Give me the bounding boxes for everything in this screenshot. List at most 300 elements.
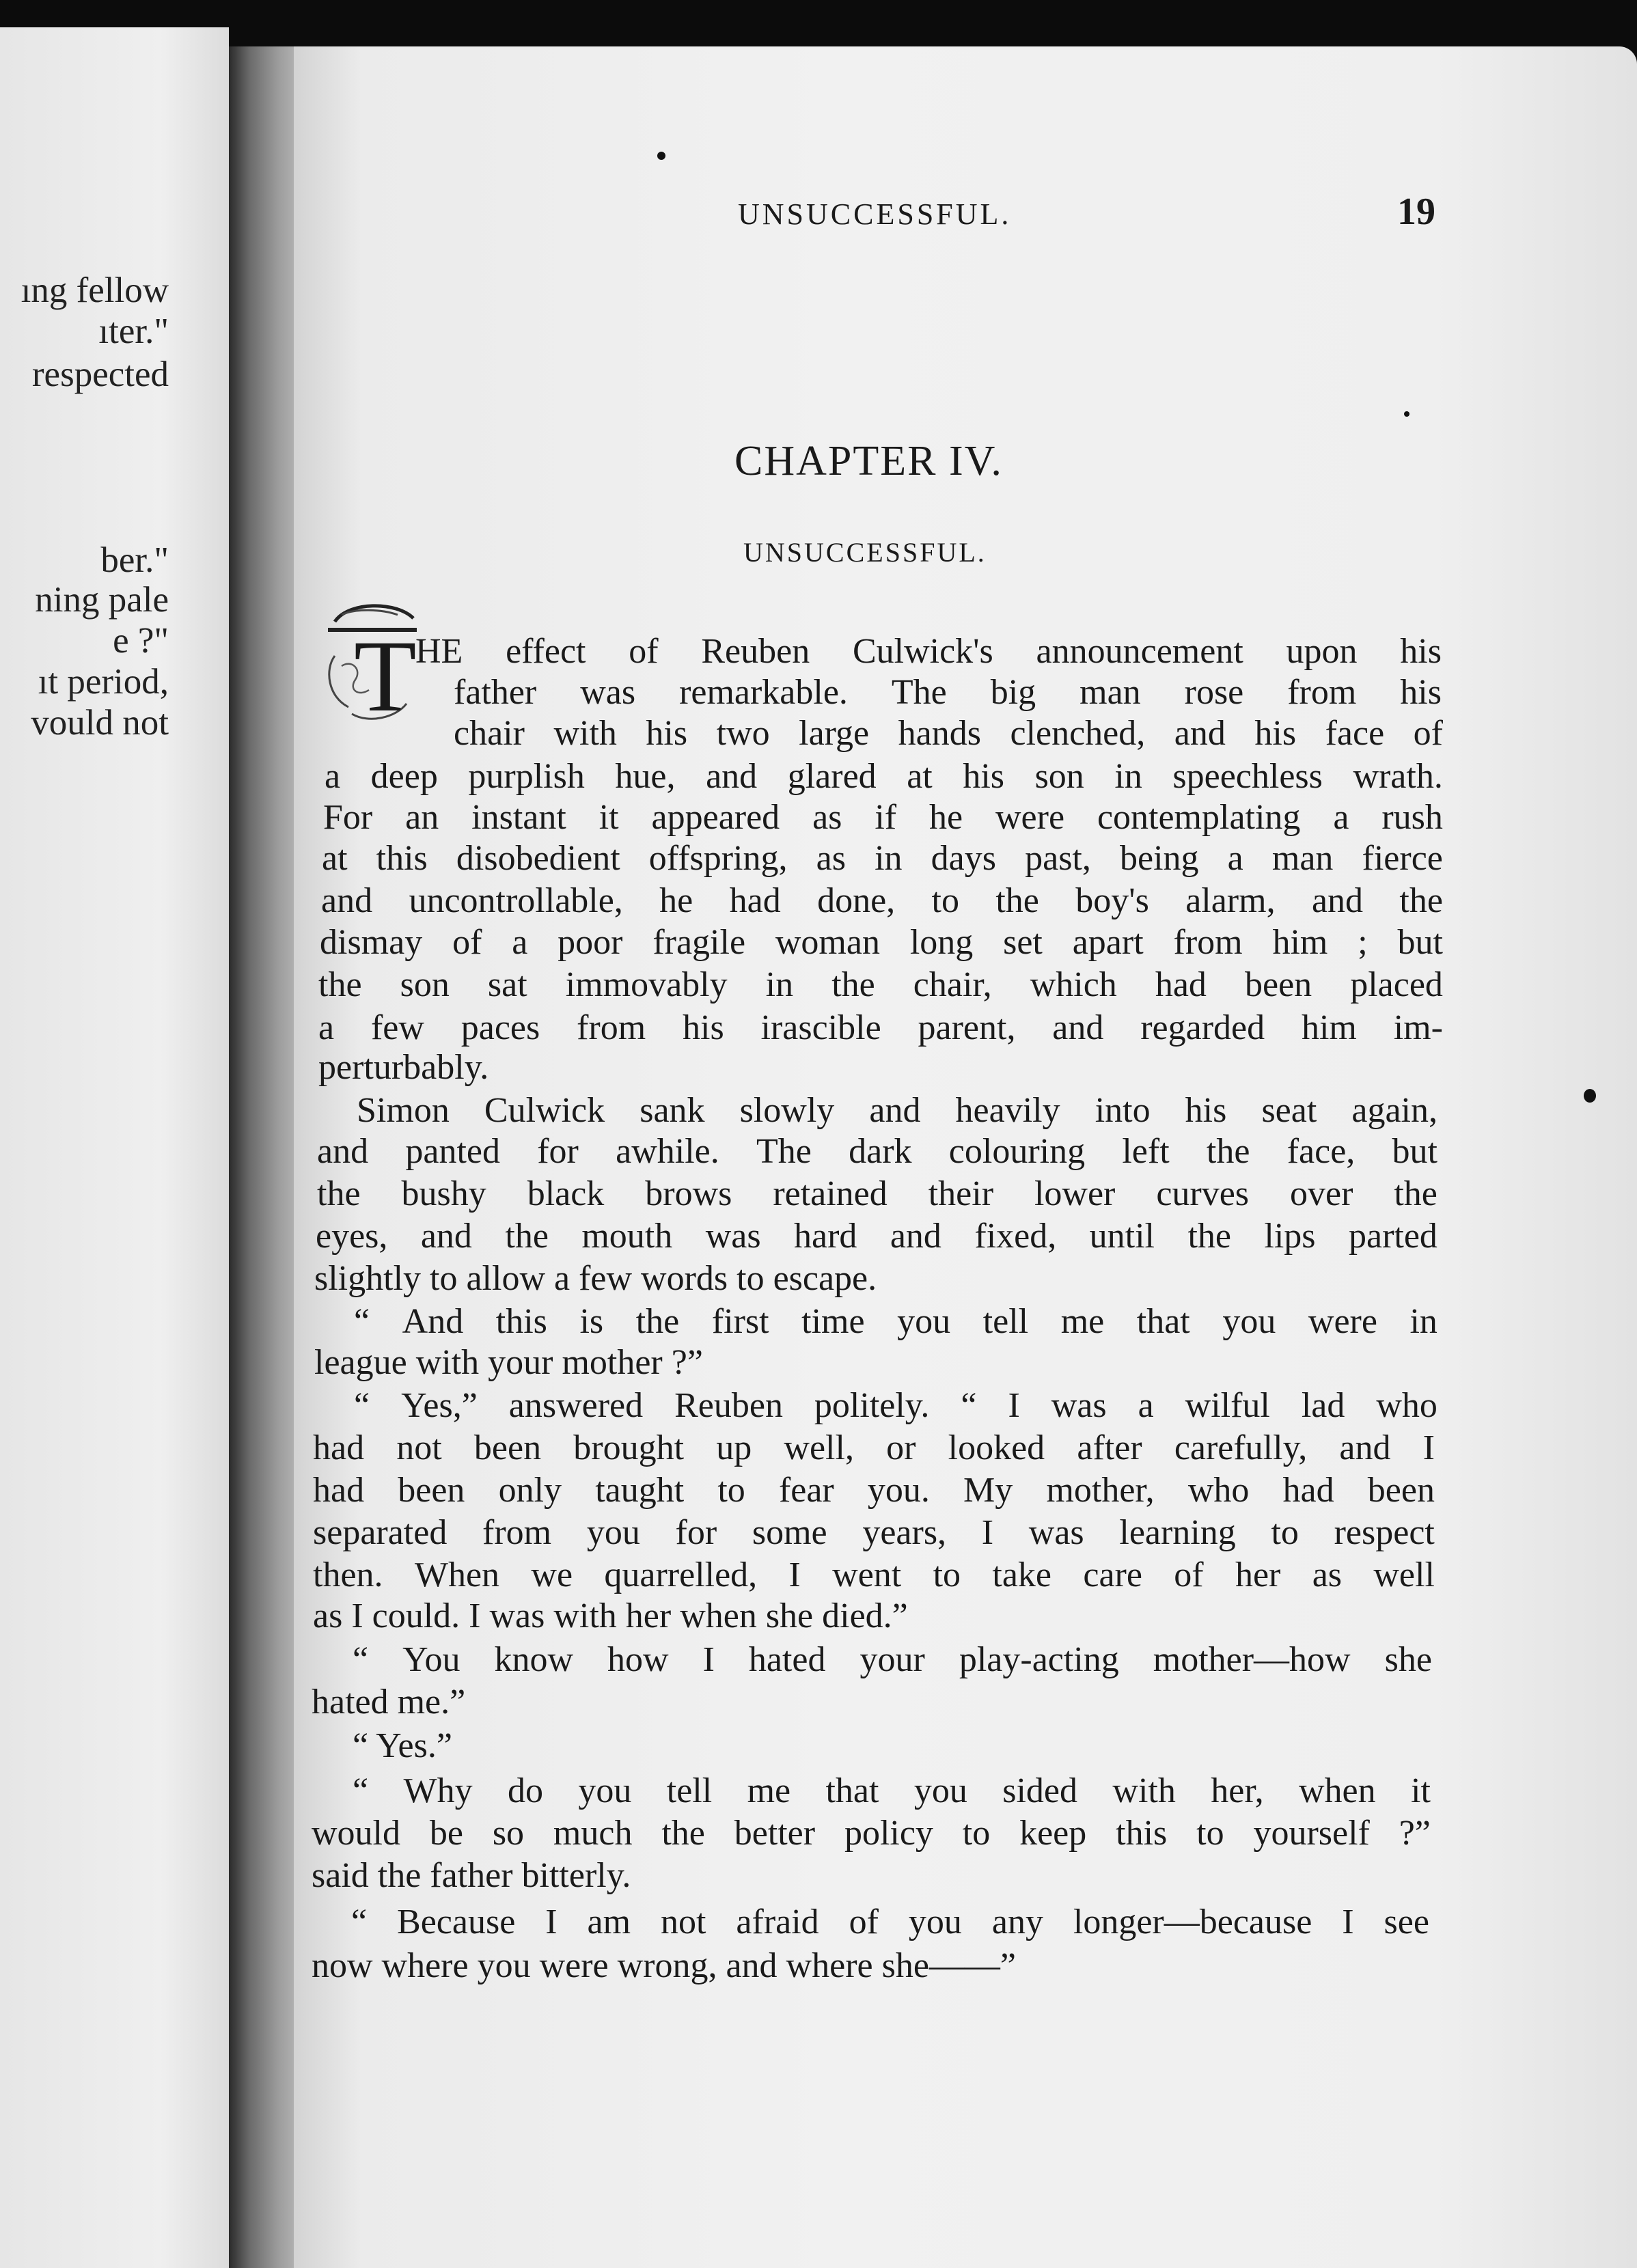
word: care: [1083, 1555, 1142, 1594]
text-line: [320, 922, 1443, 963]
word: is: [579, 1302, 604, 1341]
word: deep: [370, 757, 438, 796]
word: had: [1155, 965, 1207, 1004]
word: looked: [948, 1428, 1045, 1467]
word: as: [816, 839, 846, 878]
word: speechless: [1172, 757, 1323, 796]
word: big: [990, 673, 1036, 712]
word: parted: [1348, 1217, 1437, 1256]
word: upon: [1286, 632, 1358, 671]
facing-page-line: e ?": [113, 621, 169, 661]
word: set: [1003, 923, 1043, 962]
word: the: [1206, 1132, 1250, 1171]
word: would: [312, 1814, 400, 1853]
word: with: [1112, 1771, 1176, 1810]
word: his: [1400, 673, 1442, 712]
text-line: as I could. I was with her when she died.”: [313, 1596, 908, 1635]
word: Simon: [357, 1091, 450, 1130]
word: Culwick's: [852, 632, 993, 671]
word: heavily: [955, 1091, 1060, 1130]
text-line: [313, 1470, 1435, 1511]
word: this: [1116, 1814, 1168, 1853]
word: respect: [1334, 1513, 1435, 1552]
word: take: [992, 1555, 1052, 1594]
word: apart: [1072, 923, 1144, 962]
word: went: [832, 1555, 902, 1594]
word: that: [825, 1771, 879, 1810]
word: been: [398, 1471, 465, 1510]
word: bushy: [401, 1174, 486, 1213]
word: at: [322, 839, 348, 878]
word: in: [765, 965, 794, 1004]
word: an: [405, 798, 439, 837]
text-line: [317, 1131, 1437, 1172]
facing-page: [0, 27, 229, 2268]
facing-page-line: ıng fellow: [20, 271, 169, 310]
word: and: [420, 1217, 472, 1256]
word: to: [933, 1555, 961, 1594]
word: brought: [573, 1428, 685, 1467]
word: Why: [403, 1771, 473, 1810]
word: was: [1051, 1386, 1107, 1425]
word: this: [376, 839, 428, 878]
word: his: [683, 1008, 724, 1047]
word: who: [1376, 1386, 1437, 1425]
word: from: [482, 1513, 552, 1552]
word: Reuben: [701, 632, 810, 671]
word: for: [537, 1132, 579, 1171]
word: past,: [1025, 839, 1091, 878]
word: at: [907, 757, 933, 796]
text-line: hated me.”: [312, 1683, 466, 1721]
word: not: [661, 1903, 706, 1941]
word: I: [702, 1640, 715, 1679]
word: his: [1400, 632, 1442, 671]
word: had: [1282, 1471, 1334, 1510]
facing-page-line: ber.": [100, 540, 169, 580]
word: it: [1411, 1771, 1431, 1810]
running-head: UNSUCCESSFUL.: [738, 197, 1012, 231]
word: wilful: [1185, 1386, 1270, 1425]
word: be: [429, 1814, 463, 1853]
word: lad: [1301, 1386, 1345, 1425]
word: face,: [1287, 1132, 1356, 1171]
word: HE: [415, 632, 463, 671]
word: yourself: [1253, 1814, 1370, 1853]
word: answered: [508, 1386, 644, 1425]
word: rose: [1184, 673, 1244, 712]
word: to: [1196, 1814, 1224, 1853]
word: fierce: [1362, 839, 1443, 878]
word: do: [507, 1771, 543, 1810]
word: to: [717, 1471, 745, 1510]
word: of: [849, 1903, 879, 1941]
word: well,: [784, 1428, 854, 1467]
word: up: [716, 1428, 752, 1467]
word: as: [812, 798, 842, 837]
word: been: [1245, 965, 1312, 1004]
word: ;: [1358, 923, 1368, 962]
word: were: [1308, 1302, 1377, 1341]
word: and: [317, 1132, 369, 1171]
word: first: [711, 1302, 769, 1341]
word: poor: [558, 923, 623, 962]
word: the: [831, 965, 875, 1004]
word: glared: [787, 757, 877, 796]
word: this: [495, 1302, 547, 1341]
word: sank: [639, 1091, 705, 1130]
word: For: [323, 798, 373, 837]
text-line: [353, 1771, 1431, 1812]
word: the: [1399, 881, 1443, 920]
chapter-subtitle: UNSUCCESSFUL.: [743, 537, 987, 568]
word: from: [1173, 923, 1243, 962]
word: his: [963, 757, 1004, 796]
word: but: [1397, 923, 1443, 962]
word: am: [587, 1903, 631, 1941]
word: time: [801, 1302, 865, 1341]
word: him: [1301, 1008, 1357, 1047]
word: alarm,: [1185, 881, 1276, 920]
text-line: [316, 1216, 1437, 1257]
word: man: [1271, 839, 1334, 878]
text-line: said the father bitterly.: [312, 1856, 631, 1895]
word: him: [1272, 923, 1328, 962]
word: only: [498, 1471, 562, 1510]
word: to: [962, 1814, 991, 1853]
word: I: [788, 1555, 801, 1594]
word: into: [1095, 1091, 1151, 1130]
word: dark: [849, 1132, 912, 1171]
word: brows: [645, 1174, 732, 1213]
text-line: “ Yes.”: [353, 1726, 452, 1765]
word: separated: [313, 1513, 448, 1552]
word: over: [1290, 1174, 1353, 1213]
word: that: [1136, 1302, 1190, 1341]
word: their: [928, 1174, 994, 1213]
text-line: league with your mother ?”: [314, 1343, 703, 1382]
word: and: [706, 757, 758, 796]
word: “: [354, 1386, 370, 1425]
word: woman: [775, 923, 880, 962]
word: so: [492, 1814, 525, 1853]
word: The: [756, 1132, 812, 1171]
word: and: [869, 1091, 921, 1130]
text-line: [313, 1555, 1435, 1596]
word: contemplating: [1097, 798, 1301, 837]
text-line: [312, 1813, 1431, 1854]
text-line: [415, 631, 1442, 672]
word: much: [553, 1814, 633, 1853]
word: the: [661, 1814, 705, 1853]
word: rush: [1381, 798, 1443, 837]
word: politely.: [814, 1386, 930, 1425]
word: had: [729, 881, 781, 920]
facing-page-line: respected: [31, 355, 169, 394]
word: some: [752, 1513, 827, 1552]
word: “: [961, 1386, 977, 1425]
word: to: [931, 881, 959, 920]
word: a: [1138, 1386, 1154, 1425]
word: keep: [1019, 1814, 1087, 1853]
text-line: [351, 1902, 1429, 1943]
word: afraid: [736, 1903, 819, 1941]
word: was: [580, 673, 636, 712]
word: play-acting: [959, 1640, 1119, 1679]
word: a: [1227, 839, 1243, 878]
word: his: [646, 714, 688, 753]
word: a: [1333, 798, 1349, 837]
word: hue,: [615, 757, 676, 796]
word: he: [659, 881, 693, 920]
word: seat: [1261, 1091, 1317, 1130]
word: man: [1079, 673, 1141, 712]
word: then.: [313, 1555, 383, 1594]
word: policy: [844, 1814, 933, 1853]
word: irascible: [760, 1008, 881, 1047]
word: and: [1052, 1008, 1104, 1047]
word: chair: [454, 714, 525, 753]
word: we: [531, 1555, 573, 1594]
word: you: [908, 1903, 962, 1941]
word: being: [1120, 839, 1199, 878]
word: a: [318, 1008, 335, 1047]
word: was: [705, 1217, 761, 1256]
word: the: [1394, 1174, 1437, 1213]
text-line: [317, 1174, 1437, 1215]
text-line: [323, 797, 1443, 838]
word: again,: [1351, 1091, 1437, 1130]
word: a: [325, 757, 341, 796]
word: quarrelled,: [604, 1555, 758, 1594]
word: “: [351, 1903, 368, 1941]
word: “: [353, 1640, 369, 1679]
text-line: slightly to allow a few words to escape.: [314, 1259, 877, 1298]
word: few: [370, 1008, 424, 1047]
text-line: [454, 672, 1442, 713]
word: you: [1222, 1302, 1276, 1341]
word: learning: [1119, 1513, 1236, 1552]
ink-speck: [1584, 1089, 1596, 1103]
word: I: [545, 1903, 558, 1941]
word: know: [494, 1640, 574, 1679]
word: a: [512, 923, 528, 962]
word: instant: [471, 798, 566, 837]
text-line: [318, 1008, 1443, 1049]
word: The: [891, 673, 947, 712]
word: hated: [748, 1640, 826, 1679]
word: large: [799, 714, 870, 753]
word: curves: [1156, 1174, 1250, 1213]
word: in: [1409, 1302, 1437, 1341]
word: you.: [867, 1471, 930, 1510]
word: of: [1174, 1555, 1204, 1594]
word: and: [890, 1217, 941, 1256]
word: fragile: [652, 923, 746, 962]
word: tell: [982, 1302, 1029, 1341]
text-line: [325, 756, 1443, 797]
word: had: [313, 1428, 365, 1467]
word: hard: [794, 1217, 857, 1256]
word: were: [995, 798, 1065, 837]
word: his: [1185, 1091, 1227, 1130]
word: fixed,: [974, 1217, 1057, 1256]
word: from: [1287, 673, 1357, 712]
text-line: [354, 1301, 1437, 1342]
word: “: [354, 1302, 370, 1341]
word: longer—because: [1073, 1903, 1312, 1941]
ink-speck: [657, 152, 665, 160]
word: hands: [898, 714, 981, 753]
word: or: [886, 1428, 916, 1467]
word: clenched,: [1010, 714, 1146, 753]
word: but: [1392, 1132, 1437, 1171]
word: with: [553, 714, 617, 753]
text-line: perturbably.: [318, 1048, 489, 1087]
word: I: [981, 1513, 994, 1552]
word: sat: [487, 965, 527, 1004]
word: I: [1008, 1386, 1020, 1425]
word: son: [400, 965, 450, 1004]
text-line: [313, 1428, 1435, 1469]
word: your: [859, 1640, 925, 1679]
word: tell: [666, 1771, 713, 1810]
word: it: [599, 798, 619, 837]
word: the: [505, 1217, 549, 1256]
word: slowly: [739, 1091, 835, 1130]
ink-speck: [1404, 411, 1409, 417]
word: in: [1114, 757, 1142, 796]
page-number: 19: [1397, 191, 1435, 233]
word: the: [1187, 1217, 1231, 1256]
word: effect: [506, 632, 586, 671]
word: mother—how: [1153, 1640, 1351, 1679]
word: lower: [1034, 1174, 1116, 1213]
word: of: [452, 923, 482, 962]
word: two: [716, 714, 770, 753]
word: the: [318, 965, 362, 1004]
word: You: [402, 1640, 460, 1679]
word: purplish: [468, 757, 585, 796]
word: how: [607, 1640, 669, 1679]
word: the: [317, 1174, 361, 1213]
word: lips: [1264, 1217, 1316, 1256]
word: regarded: [1140, 1008, 1265, 1047]
word: sided: [1002, 1771, 1078, 1810]
word: as: [1312, 1555, 1343, 1594]
word: the: [635, 1302, 680, 1341]
word: you: [586, 1513, 640, 1552]
word: father: [454, 673, 537, 712]
word: done,: [817, 881, 896, 920]
text-line: [357, 1090, 1437, 1131]
word: left: [1122, 1132, 1170, 1171]
text-line: now where you were wrong, and where she——”: [312, 1946, 1016, 1985]
text-line: [318, 965, 1443, 1006]
word: disobedient: [456, 839, 620, 878]
word: Culwick: [484, 1091, 605, 1130]
word: awhile.: [616, 1132, 719, 1171]
word: from: [577, 1008, 646, 1047]
facing-page-line: ning pale: [35, 580, 169, 620]
word: her,: [1211, 1771, 1264, 1810]
drop-cap-ornament: [321, 594, 424, 724]
word: been: [1367, 1471, 1435, 1510]
word: ?”: [1399, 1814, 1431, 1853]
text-line: [322, 838, 1443, 879]
word: well: [1373, 1555, 1435, 1594]
word: I: [1342, 1903, 1354, 1941]
word: parent,: [918, 1008, 1016, 1047]
word: announcement: [1036, 632, 1243, 671]
drop-cap-letter: T: [354, 620, 417, 724]
word: any: [991, 1903, 1043, 1941]
word: if: [875, 798, 897, 837]
facing-page-line: ıt period,: [38, 662, 169, 702]
word: in: [875, 839, 903, 878]
word: his: [1254, 714, 1297, 753]
word: been: [473, 1428, 542, 1467]
word: Because: [397, 1903, 516, 1941]
word: you: [897, 1302, 951, 1341]
word: and: [1339, 1428, 1391, 1467]
word: remarkable.: [679, 673, 848, 712]
word: Reuben: [674, 1386, 783, 1425]
word: the: [995, 881, 1039, 920]
word: mother,: [1046, 1471, 1155, 1510]
word: which: [1030, 965, 1117, 1004]
word: after: [1077, 1428, 1142, 1467]
facing-page-line: ıter.": [98, 312, 169, 351]
word: better: [734, 1814, 816, 1853]
word: who: [1187, 1471, 1250, 1510]
word: to: [1271, 1513, 1299, 1552]
word: and: [321, 881, 373, 920]
text-line: [454, 713, 1443, 754]
word: of: [1413, 714, 1443, 753]
word: was: [1028, 1513, 1084, 1552]
text-line: [321, 881, 1443, 922]
word: and: [1174, 714, 1226, 753]
word: she: [1384, 1640, 1432, 1679]
word: offspring,: [648, 839, 788, 878]
word: fear: [778, 1471, 834, 1510]
word: had: [313, 1471, 365, 1510]
word: colouring: [948, 1132, 1086, 1171]
word: me: [1060, 1302, 1105, 1341]
word: of: [629, 632, 659, 671]
word: immovably: [565, 965, 728, 1004]
word: im-: [1393, 1008, 1443, 1047]
word: taught: [595, 1471, 685, 1510]
word: chair,: [913, 965, 992, 1004]
text-line: [313, 1512, 1435, 1553]
word: panted: [405, 1132, 500, 1171]
word: when: [1298, 1771, 1376, 1810]
word: black: [527, 1174, 605, 1213]
word: I: [1422, 1428, 1435, 1467]
word: dismay: [320, 923, 423, 962]
word: her: [1235, 1555, 1281, 1594]
chapter-title: CHAPTER IV.: [734, 438, 1003, 484]
text-line: [353, 1640, 1432, 1681]
word: retained: [773, 1174, 888, 1213]
word: days: [931, 839, 996, 878]
word: and: [1311, 881, 1364, 920]
word: “: [353, 1771, 369, 1810]
text-line: [354, 1385, 1437, 1426]
word: And: [402, 1302, 464, 1341]
